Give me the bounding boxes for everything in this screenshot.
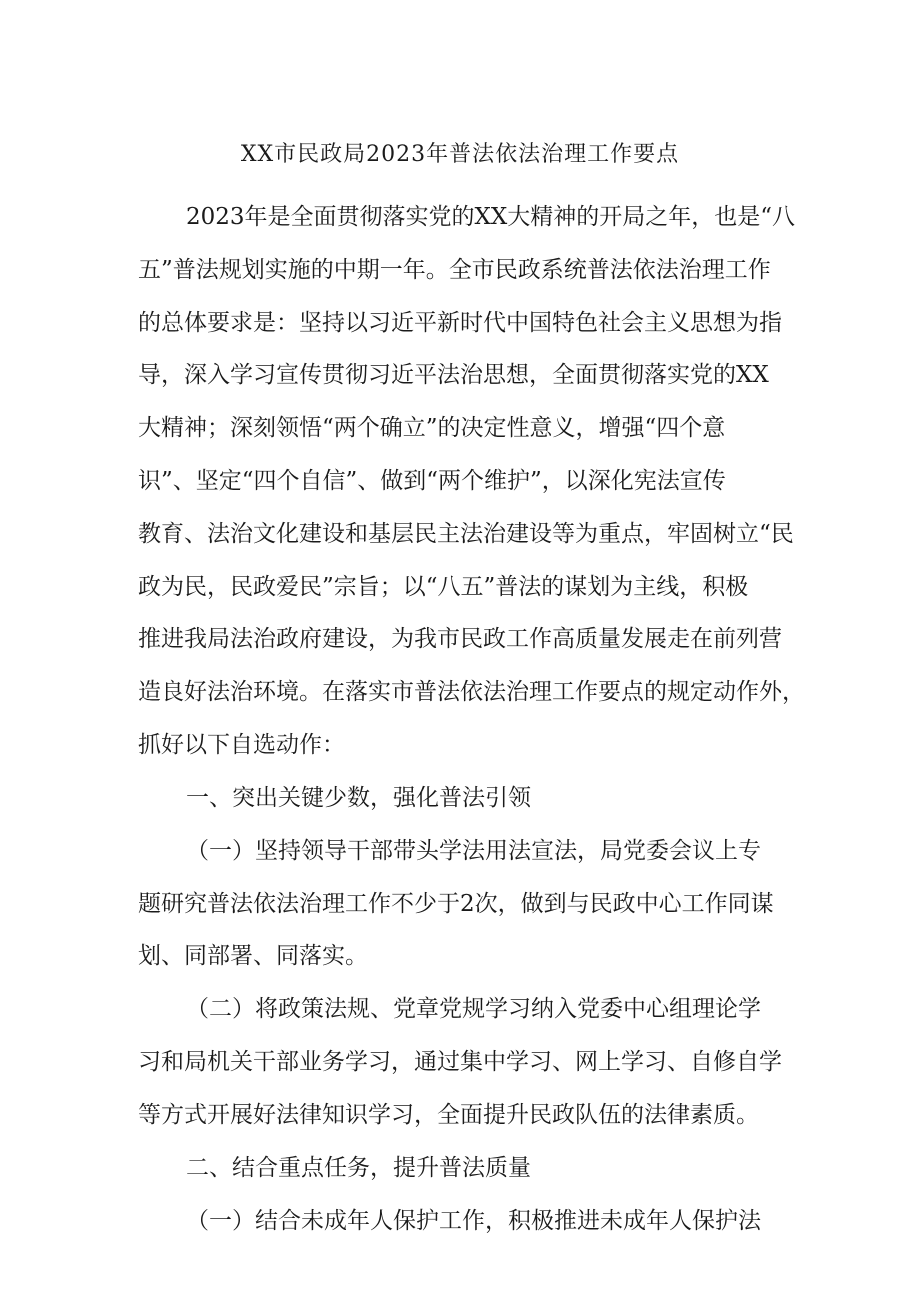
- intro-line-8: 政为民，民政爱民”宗旨；以“八五”普法的谋划为主线，积极: [138, 574, 749, 600]
- section-1-heading: 一、突出关键少数，强化普法引领: [186, 785, 531, 811]
- section-2-heading: 二、结合重点任务，提升普法质量: [186, 1155, 531, 1181]
- intro-line-6: 识”、坚定“四个自信”、做到“两个维护”，以深化宪法宣传: [138, 468, 726, 494]
- section-1-item-1-line-1: （一）坚持领导干部带头学法用法宣法，局党委会议上专: [186, 838, 761, 864]
- intro-line-7: 教育、法治文化建设和基层民主法治建设等为重点，牢固树立“民: [138, 521, 794, 547]
- section-1-item-2-line-1: （二）将政策法规、党章党规学习纳入党委中心组理论学: [186, 996, 761, 1022]
- document-title: XX市民政局2023年普法依法治理工作要点: [240, 142, 680, 167]
- intro-line-1: 2023年是全面贯彻落实党的XX大精神的开局之年，也是“八: [186, 204, 796, 230]
- intro-line-11: 抓好以下自选动作：: [138, 732, 345, 758]
- intro-line-9: 推进我局法治政府建设，为我市民政工作高质量发展走在前列营: [138, 626, 782, 652]
- intro-line-3: 的总体要求是：坚持以习近平新时代中国特色社会主义思想为指: [138, 310, 782, 336]
- section-1-item-1-line-3: 划、同部署、同落实。: [138, 943, 368, 969]
- section-1-item-1-line-2: 题研究普法依法治理工作不少于2次，做到与民政中心工作同谋: [138, 891, 774, 917]
- intro-line-5: 大精神；深刻领悟“两个确立”的决定性意义，增强“四个意: [138, 415, 726, 441]
- section-1-item-2-line-3: 等方式开展好法律知识学习，全面提升民政队伍的法律素质。: [138, 1102, 759, 1128]
- intro-line-2: 五”普法规划实施的中期一年。全市民政系统普法依法治理工作: [138, 257, 771, 283]
- intro-line-4: 导，深入学习宣传贯彻习近平法治思想，全面贯彻落实党的XX: [138, 362, 769, 388]
- intro-line-10: 造良好法治环境。在落实市普法依法治理工作要点的规定动作外，: [138, 679, 805, 705]
- section-1-item-2-line-2: 习和局机关干部业务学习，通过集中学习、网上学习、自修自学: [138, 1049, 782, 1075]
- section-2-item-1-line-1: （一）结合未成年人保护工作，积极推进未成年人保护法: [186, 1208, 761, 1234]
